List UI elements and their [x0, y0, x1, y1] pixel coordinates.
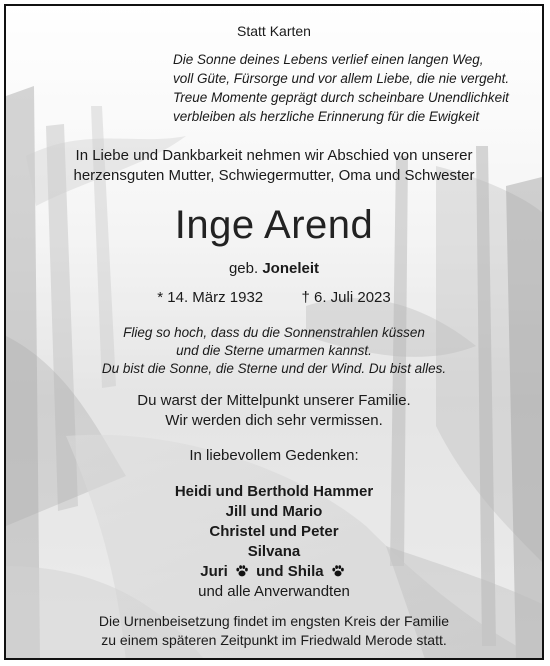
- death-date: † 6. Juli 2023: [301, 289, 391, 306]
- mourner-name: Heidi und Berthold Hammer: [174, 483, 374, 500]
- tribute-line-2: Wir werden dich sehr vermissen.: [165, 412, 383, 429]
- poem-top-line: verbleiben als herzliche Erinnerung für die Ewigkeit: [173, 109, 480, 124]
- obituary-card: [4, 4, 544, 660]
- mourner-name: Christel und Peter: [209, 523, 339, 540]
- mourner-name: Jill und Mario: [225, 503, 323, 520]
- relatives-line: und alle Anverwandten: [198, 583, 350, 600]
- born-prefix: geb.: [228, 260, 259, 277]
- header-label: Statt Karten: [237, 23, 311, 39]
- deceased-name: Inge Arend: [174, 203, 374, 247]
- pet-name-shila: und Shila: [256, 563, 324, 580]
- footer-line-2: zu einem späteren Zeitpunkt im Friedwald Merode statt.: [101, 632, 447, 648]
- paw-icon: [331, 564, 345, 578]
- birth-date: * 14. März 1932: [157, 289, 264, 306]
- tribute-line-1: Du warst der Mittelpunkt unserer Familie.: [137, 392, 411, 409]
- footer-line-1: Die Urnenbeisetzung findet im engsten Kreis der Familie: [98, 613, 450, 629]
- mourners-heading: In liebevollem Gedenken:: [189, 447, 359, 464]
- poem-top-line: Die Sonne deines Lebens verlief einen langen Weg,: [173, 52, 484, 67]
- poem-top-line: Treue Momente geprägt durch scheinbare Unendlichkeit: [173, 90, 509, 105]
- poem-top: [173, 50, 509, 126]
- poem-top-line: voll Güte, Fürsorge und vor allem Liebe, die nie vergeht.: [173, 71, 510, 86]
- poem-middle-line: Flieg so hoch, dass du die Sonnenstrahlen küssen: [123, 325, 425, 340]
- mourner-name: Silvana: [247, 543, 301, 560]
- birth-name-line: [6, 260, 542, 277]
- intro-line-1: In Liebe und Dankbarkeit nehmen wir Abschied von unserer: [75, 147, 473, 164]
- intro-line-2: herzensguten Mutter, Schwiegermutter, Oma und Schwester: [73, 167, 475, 184]
- birth-name: Joneleit: [262, 260, 320, 277]
- pet-name-juri: Juri: [200, 563, 228, 580]
- paw-icon: [235, 564, 249, 578]
- poem-middle-line: und die Sterne umarmen kannst.: [176, 343, 372, 358]
- life-dates: [6, 289, 542, 306]
- poem-middle-line: Du bist die Sonne, die Sterne und der Wind. Du bist alles.: [101, 361, 447, 376]
- pets-line: [6, 563, 542, 580]
